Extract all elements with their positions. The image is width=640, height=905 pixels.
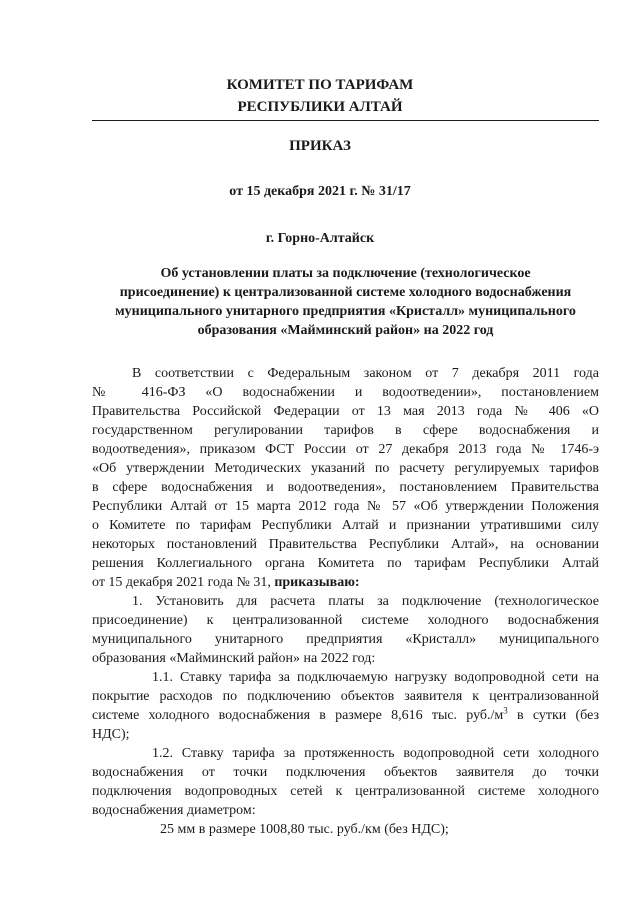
cubic-superscript: 3: [503, 706, 508, 716]
item-1-1-line: [92, 706, 599, 725]
preamble-line: № 416-ФЗ «О водоснабжении и водоотведении», постановлением: [92, 385, 599, 400]
preamble-line: водоотведения», приказом ФСТ России от 27 декабря 2013 года № 1746-э: [92, 442, 599, 457]
header-divider: [92, 120, 599, 121]
preamble-line: решения Коллегиального органа Комитета по тарифам Республики Алтай: [92, 556, 599, 571]
preamble-line: о Комитете по тарифам Республики Алтай и признании утратившими силу: [92, 518, 599, 533]
preamble-last-text: от 15 декабря 2021 года № 31,: [92, 575, 271, 590]
item-1-line: образования «Майминский район» на 2022 год:: [92, 651, 376, 666]
preamble-paragraph: [92, 364, 599, 592]
item-1-2-line: подключения водопроводных сетей к централизованной системе холодного: [92, 784, 599, 799]
item-1-1-rate-unit: в сутки (без: [507, 708, 599, 723]
order-date-number: от 15 декабря 2021 г. № 31/17: [229, 184, 411, 199]
title-line: присоединение) к централизованной системе холодного водоснабжения: [119, 285, 572, 300]
item-1-2-line: водоснабжения от точки подключения объектов заявителя до точки: [92, 765, 599, 780]
item-1-1-line: покрытие расходов по подключению объектов заявителя к централизованной: [92, 689, 599, 704]
preamble-last-line: [92, 573, 599, 592]
preamble-line: в сфере водоснабжения и водоотведения», постановлением Правительства: [92, 480, 599, 495]
org-name-line1: КОМИТЕТ ПО ТАРИФАМ: [226, 77, 414, 93]
order-title: [92, 264, 599, 340]
item-1-2-line: 1.2. Ставку тарифа за протяженность водопроводной сети холодного: [152, 746, 599, 761]
item-1-line: муниципального унитарного предприятия «Кристалл» муниципального: [92, 632, 599, 647]
item-1-2-line: водоснабжения диаметром:: [92, 803, 256, 818]
item-1-1-rate-text: системе холодного водоснабжения в размере 8,616 тыс. руб./м: [92, 708, 504, 723]
order-type: ПРИКАЗ: [289, 138, 351, 154]
item-1-line: присоединение) к централизованной системе холодного водоснабжения: [92, 613, 599, 628]
preamble-line: государственном регулировании тарифов в сфере водоснабжения и: [92, 423, 599, 438]
item-1-1-line: НДС);: [92, 727, 130, 742]
item-1-2: [92, 744, 599, 839]
org-name-line2: РЕСПУБЛИКИ АЛТАЙ: [237, 99, 403, 115]
order-city: г. Горно-Алтайск: [265, 231, 375, 246]
title-line: образования «Майминский район» на 2022 год: [197, 323, 494, 338]
preamble-line: В соответствии с Федеральным законом от 7 декабря 2011 года: [132, 366, 599, 381]
item-1-line: 1. Установить для расчета платы за подключение (технологическое: [132, 594, 599, 609]
item-1-1-line: 1.1. Ставку тарифа за подключаемую нагрузку водопроводной сети на: [152, 670, 599, 685]
preamble-line: Республики Алтай от 15 марта 2012 года № 57 «Об утверждении Положения: [92, 499, 599, 514]
title-line: муниципального унитарного предприятия «Кристалл» муниципального: [115, 304, 576, 319]
item-1-1: [92, 668, 599, 744]
order-body: [92, 364, 599, 839]
title-line: Об установлении платы за подключение (технологическое: [160, 266, 531, 281]
preamble-line: некоторых постановлений Правительства Республики Алтай», на основании: [92, 537, 599, 552]
preamble-emphasis: приказываю:: [274, 575, 360, 590]
item-1: [92, 592, 599, 668]
preamble-line: Правительства Российской Федерации от 13 мая 2013 года № 406 «О: [92, 404, 599, 419]
diameter-25mm-rate: 25 мм в размере 1008,80 тыс. руб./км (без НДС);: [160, 822, 449, 837]
preamble-line: «Об утверждении Методических указаний по расчету регулируемых тарифов: [92, 461, 599, 476]
